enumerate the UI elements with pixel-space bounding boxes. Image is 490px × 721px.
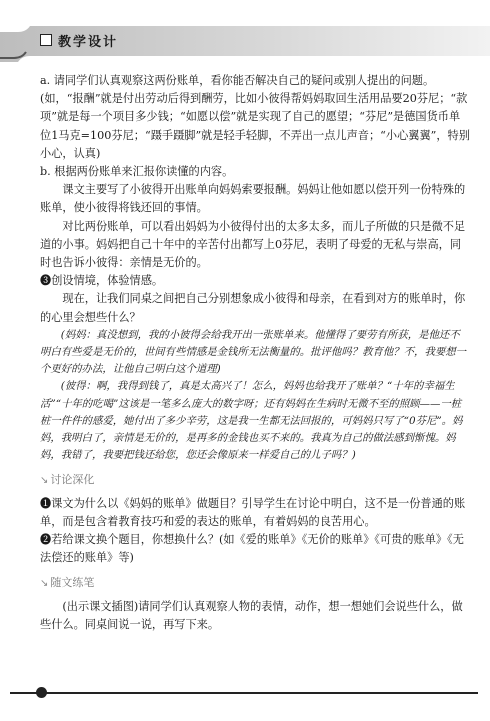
- section-writing: [40, 574, 470, 593]
- paragraph-a: a. 请同学们认真观察这两份账单，看你能否解决自己的疑问或别人提出的问题。(如，“报酬”就是付出劳动后得到酬劳，比如小彼得帮妈妈取回生活用品要20芬尼；“款项”就是每一个项目多少钱；“如愿以偿”就是实现了自己的愿望；“芬尼”是德国货币单位1马克=100芬尼；“蹑手蹑脚”就是轻手轻脚，不弄出一点儿声音；“小心翼翼”，特别小心，认真): [40, 74, 470, 160]
- page-header: [0, 22, 490, 62]
- paragraph-comparison: 对比两份账单，可以看出妈妈为小彼得付出的太多太多，而儿子所做的只是微不足道的小事。妈妈把自己十年中的辛苦付出都写上0芬尼，表明了母爱的无私与崇高，同时也告诉小彼得：亲情是无价的。: [40, 219, 466, 270]
- discussion-question-2: ❷若给课文换个题目，你想换什么？(如《爱的账单》《无价的账单》《可贵的账单》《无法偿还的账单》等): [40, 533, 464, 565]
- paragraph-b: b. 根据两份账单来汇报你读懂的内容。: [40, 165, 234, 179]
- arrow-icon: ↘: [40, 578, 49, 590]
- page-header-title: 教学设计: [58, 35, 119, 50]
- header-square-icon: [40, 34, 52, 46]
- section-discussion: [40, 471, 470, 490]
- paragraph-peter-thoughts: (彼得：啊，我得到钱了，真是太高兴了！怎么，妈妈也给我开了账单？“十年的幸福生活”“十年的吃喝”这该是一笔多么庞大的数字呀；还有妈妈在生病时无微不至的照顾——一桩桩一件件的感爱，她付出了多少辛劳，这是我一生都无法回报的，可妈妈只写了“0芬尼”。妈妈，我明白了，亲情是无价的，是再多的金钱也买不来的。我真为自己的做法感到惭愧。妈妈，我错了，我要把钱还给您，您还会像原来一样爱自己的儿子吗？): [40, 380, 463, 462]
- paragraph-role-play: 现在，让我们同桌之间把自己分别想象成小彼得和母亲，在看到对方的账单时，你的心里会想些什么？: [40, 292, 466, 324]
- section-discussion-title: 讨论深化: [50, 473, 95, 487]
- paragraph-mother-thoughts: (妈妈：真没想到，我的小彼得会给我开出一张账单来。他懂得了要劳有所获，是他还不明白有些爱是无价的，世间有些情感是金钱所无法衡量的。批评他吗？教育他？不，我要想一个更好的办法，让他自己明白这个道理): [40, 328, 467, 376]
- footer-dot: [36, 687, 47, 698]
- paragraph-summary: 课文主要写了小彼得开出账单向妈妈索要报酬。妈妈让他如愿以偿开列一份特殊的账单，使小彼得将钱还回的事情。: [40, 183, 466, 215]
- section-writing-title: 随文练笔: [50, 576, 95, 590]
- page-body: [40, 72, 470, 634]
- paragraph-writing-task: (出示课文插图)请同学们认真观察人物的表情，动作，想一想她们会说些什么，做些什么。同桌间说一说，再写下来。: [40, 599, 463, 631]
- footer-rule: [10, 692, 478, 694]
- discussion-question-1: ❶课文为什么以《妈妈的账单》做题目？引导学生在讨论中明白，这不是一份普通的账单，而是包含着教育技巧和爱的表达的账单，有着妈妈的良苦用心。: [40, 496, 466, 528]
- arrow-icon: ↘: [40, 475, 49, 487]
- step-3-heading: ❸创设情境，体验情感。: [40, 274, 164, 288]
